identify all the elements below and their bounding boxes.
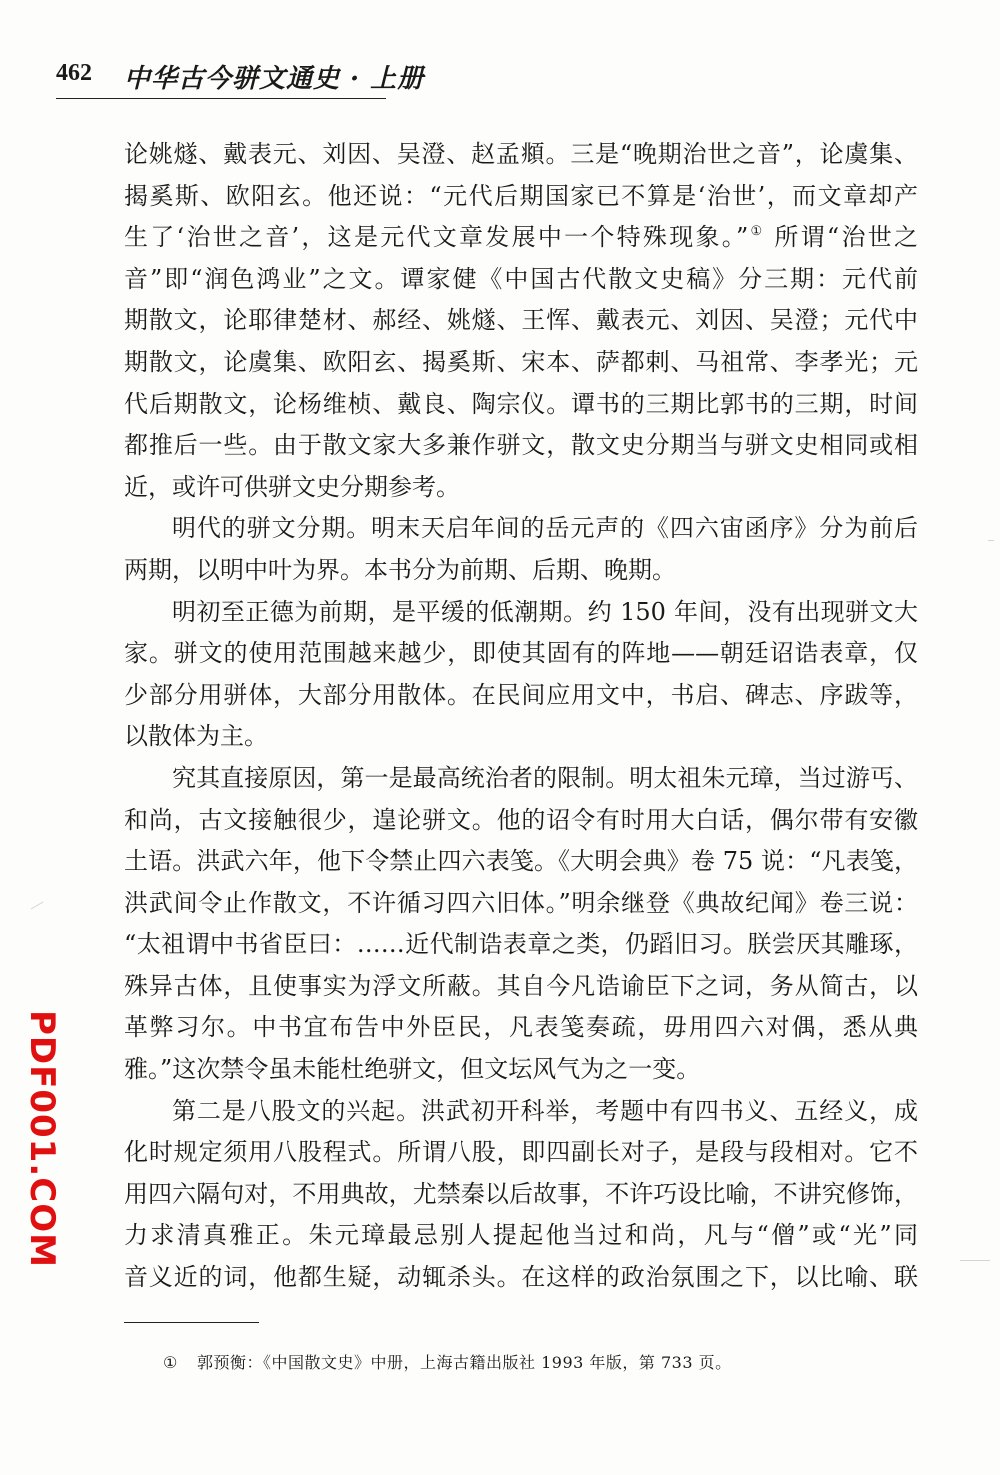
text-line: 洪武间令止作散文，不许循习四六旧体。”明余继登《典故纪闻》卷三说： xyxy=(124,888,918,917)
text-segment: 所谓“治世之 xyxy=(764,223,919,252)
footnote-marker: ① xyxy=(163,1353,178,1372)
text-line: 都推后一些。由于散文家大多兼作骈文，散文史分期当与骈文史相同或相 xyxy=(124,431,918,460)
text-line: 以散体为主。 xyxy=(124,722,268,751)
text-line: 音义近的词，他都生疑，动辄杀头。在这样的政治氛围之下，以比喻、联 xyxy=(124,1263,918,1292)
body-text xyxy=(124,134,918,1299)
paragraph-start-line: 明代的骈文分期。明末天启年间的岳元声的《四六宙函序》分为前后 xyxy=(172,514,918,543)
text-line: 揭奚斯、欧阳玄。他还说：“元代后期国家已不算是‘治世’，而文章却产 xyxy=(124,181,918,210)
scan-speck xyxy=(988,540,994,541)
paragraph-start-line: 究其直接原因，第一是最高统治者的限制。明太祖朱元璋，当过游丐、 xyxy=(172,763,918,792)
text-line: “太祖谓中书省臣曰：……近代制诰表章之类，仍蹈旧习。朕尝厌其雕琢， xyxy=(124,930,918,959)
text-line: 两期，以明中叶为界。本书分为前期、后期、晚期。 xyxy=(124,555,676,584)
text-line: 期散文，论耶律楚材、郝经、姚燧、王恽、戴表元、刘因、吴澄；元代中 xyxy=(124,306,918,335)
text-line: 殊异古体，且使事实为浮文所蔽。其自今凡诰谕臣下之词，务从简古，以 xyxy=(124,971,918,1000)
footnote-text: 郭预衡：《中国散文史》中册，上海古籍出版社 1993 年版，第 733 页。 xyxy=(197,1353,732,1372)
footnote-reference[interactable]: ① xyxy=(748,224,765,240)
text-line-with-footnote-ref xyxy=(124,217,918,259)
paragraph-start-line: 第二是八股文的兴起。洪武初开科举，考题中有四书义、五经义，成 xyxy=(172,1096,918,1125)
text-segment: 生了‘治世之音’，这是元代文章发展中一个特殊现象。” xyxy=(124,223,749,252)
page-number: 462 xyxy=(56,60,92,86)
text-line: 少部分用骈体，大部分用散体。在民间应用文中，书启、碑志、序跋等， xyxy=(124,680,918,709)
text-line: 土语。洪武六年，他下令禁止四六表笺。《大明会典》卷 75 说：“凡表笺， xyxy=(124,847,918,876)
scan-speck xyxy=(960,1260,990,1261)
text-line: 雅。”这次禁令虽未能杜绝骈文，但文坛风气为之一变。 xyxy=(124,1055,701,1084)
text-line: 化时规定须用八股程式。所谓八股，即四副长对子，是段与段相对。它不 xyxy=(124,1138,918,1167)
text-line: 革弊习尔。中书宜布告中外臣民，凡表笺奏疏，毋用四六对偶，悉从典 xyxy=(124,1013,918,1042)
text-line: 代后期散文，论杨维桢、戴良、陶宗仪。谭书的三期比郭书的三期，时间 xyxy=(124,389,918,418)
text-line: 论姚燧、戴表元、刘因、吴澄、赵孟頫。三是“晚期治世之音”，论虞集、 xyxy=(124,140,918,168)
text-line: 近，或许可供骈文史分期参考。 xyxy=(124,472,460,501)
footnote xyxy=(163,1350,732,1373)
watermark-logo: PDF001.COM xyxy=(22,1010,62,1268)
page-header xyxy=(56,58,425,99)
text-line: 和尚，古文接触很少，遑论骈文。他的诏令有时用大白话，偶尔带有安徽 xyxy=(124,805,918,834)
running-title: 中华古今骈文通史 · 上册 xyxy=(124,64,425,94)
paragraph-start-line: 明初至正德为前期，是平缓的低潮期。约 150 年间，没有出现骈文大 xyxy=(172,597,918,626)
text-line: 期散文，论虞集、欧阳玄、揭奚斯、宋本、萨都剌、马祖常、李孝光；元 xyxy=(124,347,918,376)
text-line: 家。骈文的使用范围越来越少，即使其固有的阵地——朝廷诏诰表章，仅 xyxy=(124,639,918,668)
text-line: 力求清真雅正。朱元璋最忌别人提起他当过和尚，凡与“僧”或“光”同 xyxy=(124,1221,918,1250)
scan-speck xyxy=(31,902,44,910)
footnote-divider xyxy=(124,1322,259,1323)
text-line: 用四六隔句对，不用典故，尤禁秦以后故事，不许巧设比喻，不讲究修饰， xyxy=(124,1179,918,1208)
text-line: 音”即“润色鸿业”之文。谭家健《中国古代散文史稿》分三期：元代前 xyxy=(124,264,918,293)
